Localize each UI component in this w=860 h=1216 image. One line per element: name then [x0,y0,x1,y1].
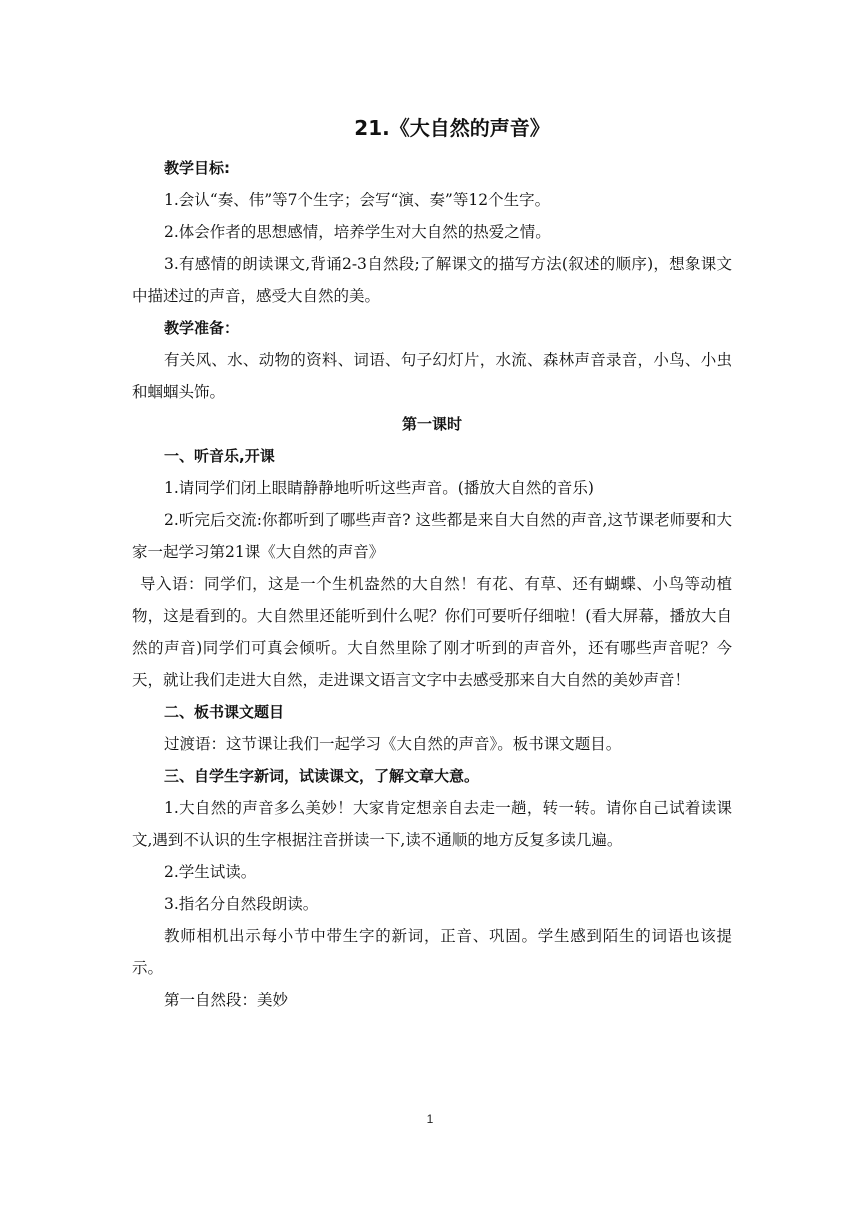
part1-intro-paragraph: 导入语：同学们，这是一个生机盎然的大自然！有花、有草、还有蝴蝶、小鸟等动植物，这是看到的。大自然里还能听到什么呢？你们可要听仔细啦！(看大屏幕，播放大自然的声音)同学们可真会倾听。大自然里除了刚才听到的声音外，还有哪些声音呢？今天，就让我们走进大自然，走进课文语言文字中去感受那来自大自然的美妙声音！ [132,575,732,689]
part3-paragraph-5: 第一自然段：美妙 [164,991,289,1009]
part1-paragraph-1: 1.请同学们闭上眼睛静静地听听这些声音。(播放大自然的音乐) [164,479,594,497]
part1-heading: 一、听音乐,开课 [164,447,275,465]
prep-text: 有关风、水、动物的资料、词语、句子幻灯片，水流、森林声音录音，小鸟、小虫和蝈蝈头饰。 [132,351,732,401]
lesson-heading: 第一课时 [401,415,462,433]
part2-heading: 二、板书课文题目 [164,703,285,721]
prep-heading: 教学准备： [164,319,240,337]
page-number: 1 [426,1112,434,1126]
part2-paragraph-1: 过渡语：这节课让我们一起学习《大自然的声音》。板书课文题目。 [164,735,622,753]
part1-paragraph-2: 2.听完后交流:你都听到了哪些声音? 这些都是来自大自然的声音,这节课老师要和大家一起学习第21课《大自然的声音》 [132,511,732,561]
goal-2: 2.体会作者的思想感情，培养学生对大自然的热爱之情。 [164,223,551,241]
part3-heading: 三、自学生字新词，试读课文，了解文章大意。 [164,767,480,785]
document-content [132,112,732,1016]
page-title: 21.《大自然的声音》 [354,116,550,140]
part3-paragraph-4: 教师相机出示每小节中带生字的新词，正音、巩固。学生感到陌生的词语也该提示。 [132,927,732,977]
part3-paragraph-2: 2.学生试读。 [164,863,257,881]
goals-heading: 教学目标: [164,159,230,177]
part3-paragraph-1: 1.大自然的声音多么美妙！大家肯定想亲自去走一趟，转一转。请你自己试着读课文,遇到不认识的生字根据注音拼读一下,读不通顺的地方反复多读几遍。 [132,799,732,849]
goal-3: 3.有感情的朗读课文,背诵2-3自然段;了解课文的描写方法(叙述的顺序)，想象课文中描述过的声音，感受大自然的美。 [132,255,732,305]
part3-paragraph-3: 3.指名分自然段朗读。 [164,895,319,913]
goal-1: 1.会认“奏、伟”等7个生字；会写“演、奏”等12个生字。 [164,191,551,209]
